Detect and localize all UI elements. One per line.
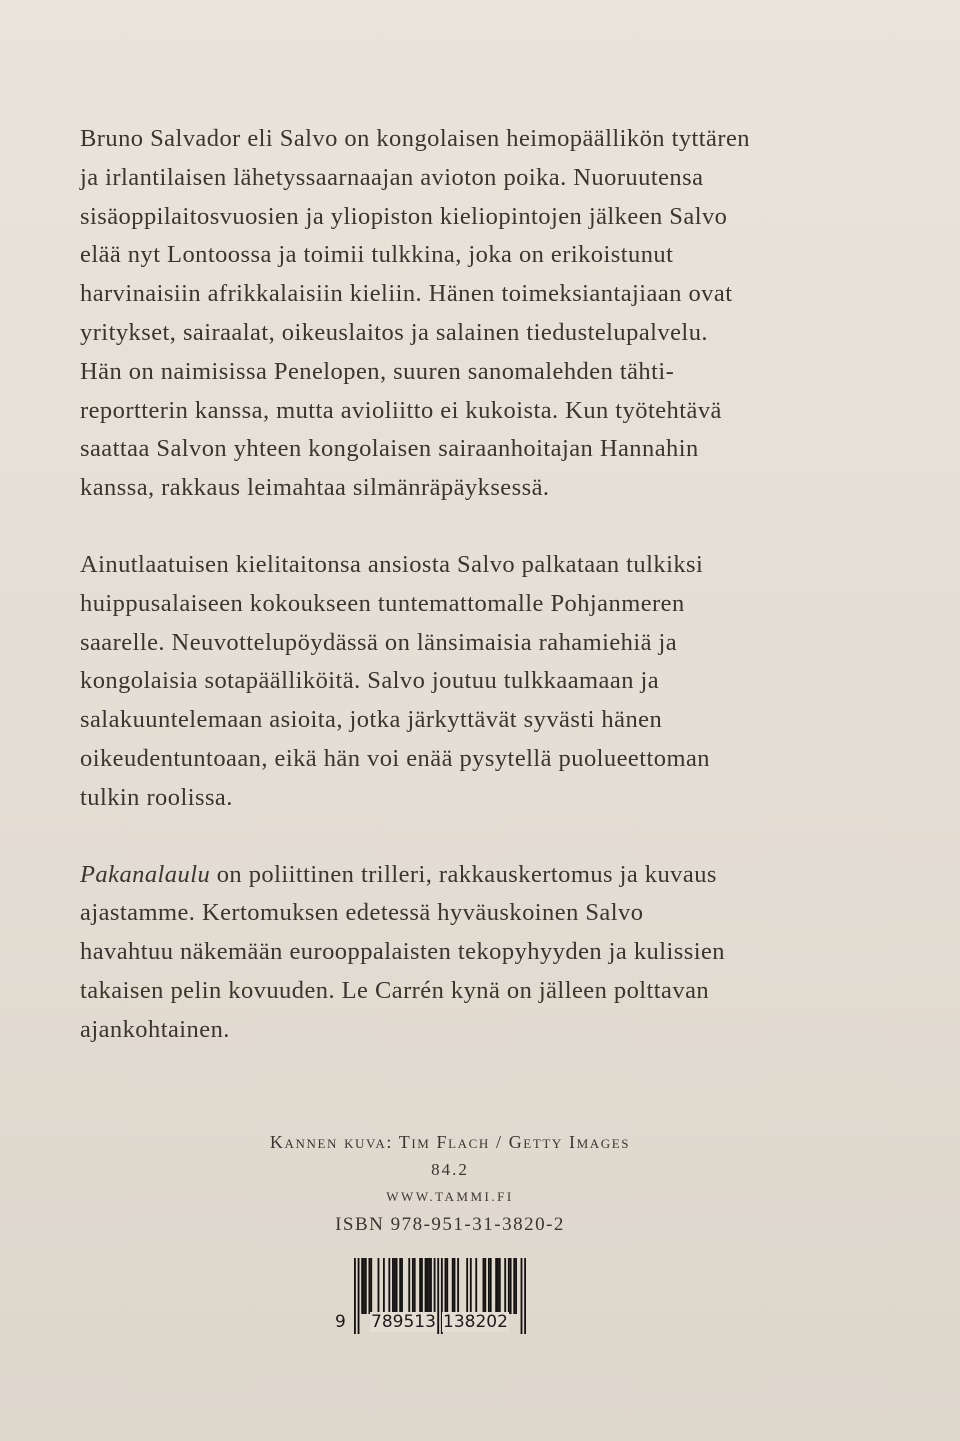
barcode-bar (483, 1258, 485, 1314)
text-line: ja irlantilaisen lähetyssaarnaajan avioton poika. Nuoruutensa (80, 163, 704, 191)
barcode-first-digit: 9 (335, 1312, 346, 1332)
barcode-bar (361, 1258, 363, 1314)
blurb-paragraph-2 (80, 546, 840, 818)
blurb-paragraph-1 (80, 120, 840, 508)
barcode-bar (354, 1258, 356, 1334)
barcode-bar (475, 1258, 477, 1314)
barcode-bar (524, 1258, 526, 1334)
barcode-bar (426, 1258, 428, 1314)
barcode-bar (425, 1258, 427, 1314)
barcode-bar (401, 1258, 403, 1314)
text-line: elää nyt Lontoossa ja toimii tulkkina, joka on erikoistunut (80, 241, 674, 269)
publisher-website: WWW.TAMMI.FI (386, 1189, 514, 1204)
barcode-bar (445, 1258, 447, 1314)
text-line: takaisen pelin kovuuden. Le Carrén kynä on jälleen polttavan (80, 976, 710, 1004)
text-line: ajankohtainen. (80, 1015, 230, 1043)
isbn-number: ISBN 978-951-31-3820-2 (335, 1214, 565, 1235)
barcode-left-digits: 789513 (371, 1312, 436, 1332)
barcode-bar (428, 1258, 430, 1314)
barcode-bar (396, 1258, 398, 1314)
text-line: havahtuu näkemään eurooppalaisten tekopyhyyden ja kulissien (80, 938, 725, 966)
barcode-bar (419, 1258, 421, 1314)
text-line: Hän on naimisissa Penelopen, suuren sanomalehden tähti- (80, 357, 675, 385)
barcode-bar (452, 1258, 454, 1314)
barcode-bar (470, 1258, 472, 1314)
text-line: ajastamme. Kertomuksen edetessä hyväuskoinen Salvo (80, 899, 644, 927)
barcode-bar (508, 1258, 510, 1314)
barcode-bar (454, 1258, 456, 1314)
text-line (80, 856, 840, 895)
barcode-bar (446, 1258, 448, 1314)
text-line: kongolaisia sotapäälliköitä. Salvo joutuu tulkkaamaan ja (80, 667, 660, 695)
barcode-bar (392, 1258, 394, 1314)
text-line-rest: on poliittinen trilleri, rakkauskertomus ja kuvaus (210, 860, 717, 888)
blurb-text (80, 120, 840, 1050)
book-title: Pakanalaulu (80, 860, 211, 888)
cover-photo-credit: Kannen kuva: Tim Flach / Getty Images (269, 1132, 631, 1152)
barcode-bar (510, 1258, 512, 1314)
barcode-bar (430, 1258, 432, 1314)
text-line: Bruno Salvador eli Salvo on kongolaisen heimopäällikön tyttären (80, 125, 750, 152)
barcode-bar (363, 1258, 365, 1314)
barcode-bar (499, 1258, 501, 1314)
text-line: sisäoppilaitosvuosien ja yliopiston kieliopintojen jälkeen Salvo (80, 202, 728, 230)
text-line: saattaa Salvon yhteen kongolaisen sairaanhoitajan Hannahin (80, 435, 699, 463)
text-line: Ainutlaatuisen kielitaitonsa ansiosta Salvo palkataan tulkiksi (80, 550, 704, 578)
barcode-bar (488, 1258, 490, 1314)
barcode-bar (394, 1258, 396, 1314)
barcode-bar (421, 1258, 423, 1314)
text-line: saarelle. Neuvottelupöydässä on länsimaisia rahamiehiä ja (80, 628, 678, 656)
text-line: harvinaisiin afrikkalaisiin kieliin. Hänen toimeksiantajiaan ovat (80, 280, 733, 308)
barcode-bar (437, 1258, 439, 1334)
barcode-bar (484, 1258, 486, 1314)
barcode-bar (408, 1258, 410, 1314)
barcode-bar (383, 1258, 385, 1314)
barcode-bar (399, 1258, 401, 1314)
text-line: salakuuntelemaan asioita, jotka järkyttävät syvästi hänen (80, 706, 663, 734)
barcode-bar (490, 1258, 492, 1314)
text-line: huippusalaiseen kokoukseen tuntemattomalle Pohjanmeren (80, 589, 685, 617)
barcode-bar (378, 1258, 380, 1314)
text-line: oikeudentuntoaan, eikä hän voi enää pysytellä puolueettoman (80, 744, 711, 772)
barcode-right-digits: 138202 (443, 1312, 508, 1332)
barcode-bar (434, 1258, 436, 1314)
barcode-bar (513, 1258, 515, 1314)
barcode-bar (515, 1258, 517, 1314)
text-line: kanssa, rakkaus leimahtaa silmänräpäyksessä. (80, 474, 550, 502)
barcode-bar (495, 1258, 497, 1314)
barcode-bar (504, 1258, 506, 1314)
blurb-paragraph-3 (80, 856, 840, 1050)
barcode-bar (457, 1258, 459, 1314)
barcode-bar (388, 1258, 390, 1314)
barcode-bar (370, 1258, 372, 1314)
barcode-bar (521, 1258, 523, 1334)
publisher-credits (240, 1128, 660, 1240)
barcode-bar (368, 1258, 370, 1314)
text-line: reportterin kanssa, mutta avioliitto ei kukoista. Kun työtehtävä (80, 396, 722, 424)
barcode-bar (497, 1258, 499, 1314)
barcode-bar (414, 1258, 416, 1314)
text-line: tulkin roolissa. (80, 783, 233, 811)
barcode-bar (412, 1258, 414, 1314)
library-class-number: 84.2 (431, 1160, 469, 1179)
barcode-bar (466, 1258, 468, 1314)
ean-barcode (330, 1258, 530, 1336)
text-line: yritykset, sairaalat, oikeuslaitos ja salainen tiedustelupalvelu. (80, 318, 708, 346)
barcode-bar (358, 1258, 360, 1334)
barcode-bar (365, 1258, 367, 1314)
